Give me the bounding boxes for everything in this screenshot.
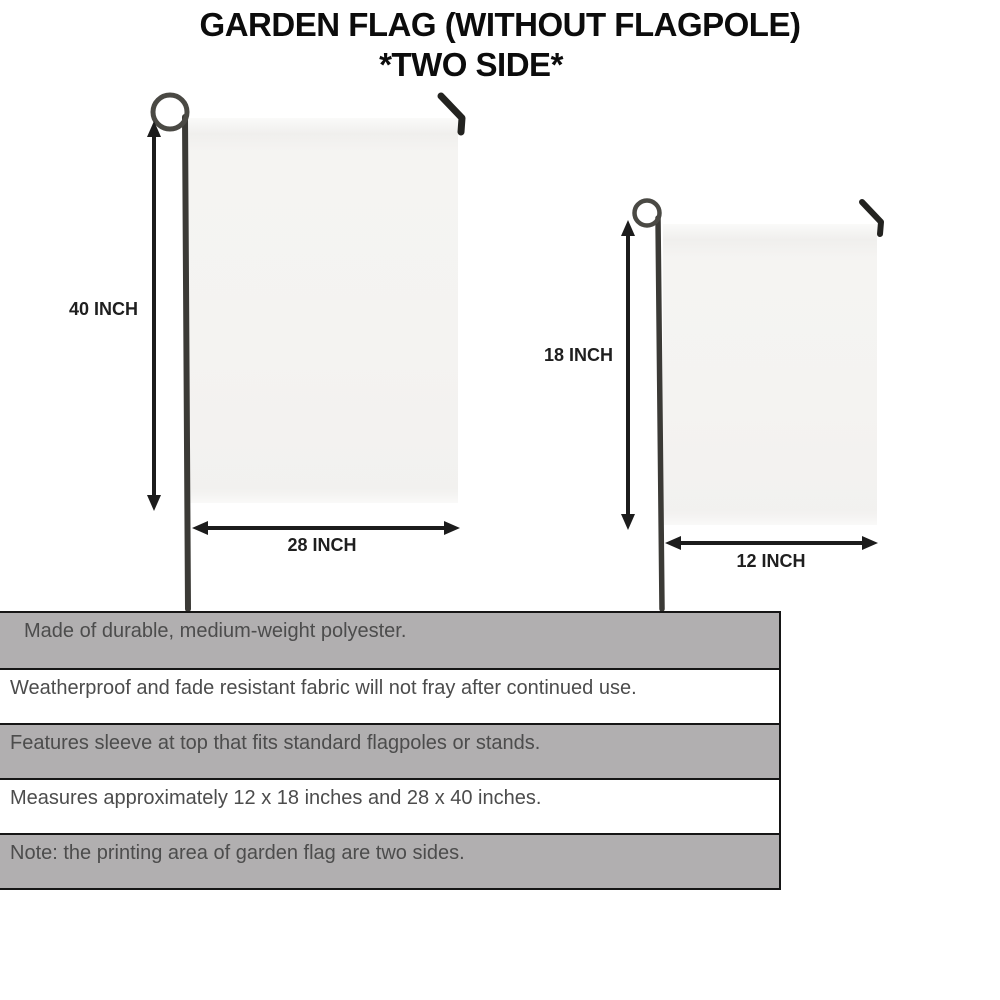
hook-icon <box>862 202 881 234</box>
small-height-arrow <box>618 219 638 531</box>
table-row: Weatherproof and fade resistant fabric will not fray after continued use. <box>0 668 779 723</box>
small-width-label: 12 INCH <box>736 551 806 571</box>
page-subtitle: *TWO SIDE* <box>379 46 563 83</box>
large-width-label: 28 INCH <box>287 535 357 555</box>
table-row: Features sleeve at top that fits standard flagpoles or stands. <box>0 723 779 778</box>
page-title: GARDEN FLAG (WITHOUT FLAGPOLE) <box>199 6 801 43</box>
table-row: Made of durable, medium-weight polyester. <box>0 613 779 668</box>
table-row: Note: the printing area of garden flag are two sides. <box>0 833 779 888</box>
small-height-label: 18 INCH <box>543 345 613 365</box>
large-height-label: 40 INCH <box>68 299 138 319</box>
large-height-arrow <box>144 120 164 512</box>
hook-icon <box>441 96 462 132</box>
spec-table <box>0 611 781 890</box>
small-width-arrow <box>663 533 880 553</box>
table-row: Measures approximately 12 x 18 inches and 28 x 40 inches. <box>0 778 779 833</box>
